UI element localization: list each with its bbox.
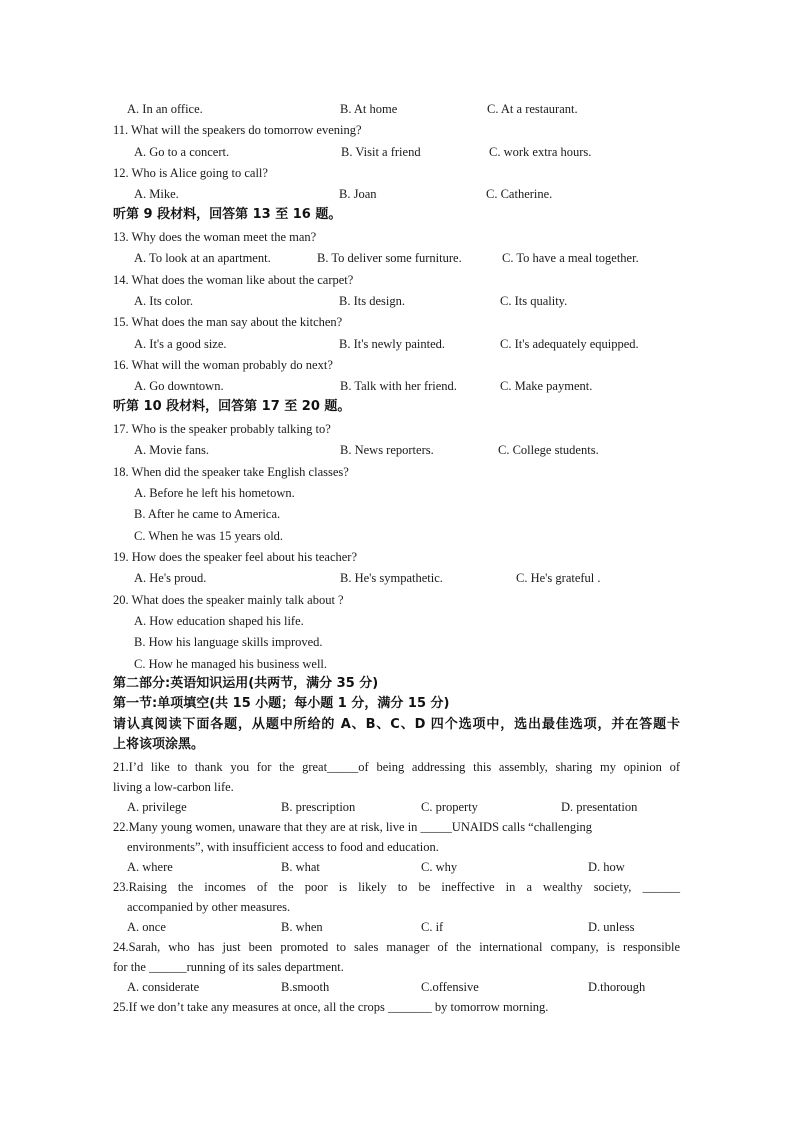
option-18c: C. When he was 15 years old.: [134, 529, 284, 543]
option-22c: C. why: [421, 860, 458, 874]
option-23b: B. when: [281, 920, 323, 934]
option-16c: C. Make payment.: [500, 379, 593, 393]
option-19b: B. He's sympathetic.: [340, 571, 443, 585]
option-12c: C. Catherine.: [486, 187, 553, 201]
question-25: 25.If we don’t take any measures at once, all the crops _______ by tomorrow morning.: [113, 1000, 549, 1014]
option-21d: D. presentation: [561, 800, 638, 814]
option-17a: A. Movie fans.: [134, 443, 209, 457]
option-10a: A. In an office.: [127, 102, 203, 116]
option-22b: B. what: [281, 860, 320, 874]
question-22-line-2: environments”, with insufficient access to food and education.: [127, 840, 439, 854]
question-15: 15. What does the man say about the kitchen?: [113, 315, 343, 329]
option-20a: A. How education shaped his life.: [134, 614, 304, 628]
question-20: 20. What does the speaker mainly talk about ?: [113, 593, 344, 607]
option-21b: B. prescription: [281, 800, 356, 814]
question-19: 19. How does the speaker feel about his teacher?: [113, 550, 358, 564]
question-24-line-2: for the ______running of its sales department.: [113, 960, 344, 974]
option-13a: A. To look at an apartment.: [134, 251, 271, 265]
option-24d: D.thorough: [588, 980, 646, 994]
part-2-heading: 第二部分:英语知识运用(共两节，满分 35 分): [113, 676, 379, 691]
option-14b: B. Its design.: [339, 294, 405, 308]
option-18b: B. After he came to America.: [134, 507, 281, 521]
option-20c: C. How he managed his business well.: [134, 657, 328, 671]
option-24a: A. considerate: [127, 980, 200, 994]
question-14: 14. What does the woman like about the carpet?: [113, 273, 354, 287]
option-15c: C. It's adequately equipped.: [500, 337, 639, 351]
question-23-line-2: accompanied by other measures.: [127, 900, 291, 914]
question-18: 18. When did the speaker take English classes?: [113, 465, 349, 479]
option-20b: B. How his language skills improved.: [134, 635, 323, 649]
question-21-line-1: 21.I’d like to thank you for the great_____of being addressing this assembly, sharing my opinion of: [113, 760, 680, 774]
option-11c: C. work extra hours.: [489, 145, 592, 159]
option-13c: C. To have a meal together.: [502, 251, 639, 265]
option-12a: A. Mike.: [134, 187, 179, 201]
option-21a: A. privilege: [127, 800, 187, 814]
question-17: 17. Who is the speaker probably talking to?: [113, 422, 331, 436]
option-23c: C. if: [421, 920, 444, 934]
option-15b: B. It's newly painted.: [339, 337, 446, 351]
option-18a: A. Before he left his hometown.: [134, 486, 295, 500]
question-23-line-1: 23.Raising the incomes of the poor is likely to be ineffective in a wealthy society, ______: [113, 880, 680, 894]
question-12: 12. Who is Alice going to call?: [113, 166, 268, 180]
option-11b: B. Visit a friend: [341, 145, 421, 159]
option-15a: A. It's a good size.: [134, 337, 227, 351]
option-13b: B. To deliver some furniture.: [317, 251, 462, 265]
option-12b: B. Joan: [339, 187, 377, 201]
option-16b: B. Talk with her friend.: [340, 379, 457, 393]
instructions-line-1: 请认真阅读下面各题，从题中所给的 A、B、C、D 四个选项中，选出最佳选项，并在答题卡: [113, 717, 680, 732]
question-22-line-1: 22.Many young women, unaware that they are at risk, live in _____UNAIDS calls “challenging: [113, 820, 593, 834]
section-heading-10: 听第 10 段材料，回答第 17 至 20 题。: [113, 399, 351, 414]
option-23a: A. once: [127, 920, 166, 934]
option-14a: A. Its color.: [134, 294, 194, 308]
question-24-line-1: 24.Sarah, who has just been promoted to sales manager of the international company, is responsible: [113, 940, 680, 954]
option-22d: D. how: [588, 860, 625, 874]
option-22a: A. where: [127, 860, 173, 874]
option-10b: B. At home: [340, 102, 398, 116]
option-24c: C.offensive: [421, 980, 479, 994]
option-19c: C. He's grateful .: [516, 571, 601, 585]
section-1-heading: 第一节:单项填空(共 15 小题；每小题 1 分，满分 15 分): [113, 696, 450, 711]
option-10c: C. At a restaurant.: [487, 102, 578, 116]
option-16a: A. Go downtown.: [134, 379, 224, 393]
option-21c: C. property: [421, 800, 478, 814]
option-24b: B.smooth: [281, 980, 330, 994]
question-11: 11. What will the speakers do tomorrow evening?: [113, 123, 362, 137]
option-19a: A. He's proud.: [134, 571, 207, 585]
option-17c: C. College students.: [498, 443, 599, 457]
instructions-line-2: 上将该项涂黑。: [113, 737, 205, 752]
option-11a: A. Go to a concert.: [134, 145, 230, 159]
question-16: 16. What will the woman probably do next?: [113, 358, 333, 372]
option-17b: B. News reporters.: [340, 443, 434, 457]
option-14c: C. Its quality.: [500, 294, 568, 308]
question-13: 13. Why does the woman meet the man?: [113, 230, 317, 244]
option-23d: D. unless: [588, 920, 635, 934]
section-heading-9: 听第 9 段材料，回答第 13 至 16 题。: [113, 207, 342, 222]
question-21-line-2: living a low-carbon life.: [113, 780, 234, 794]
